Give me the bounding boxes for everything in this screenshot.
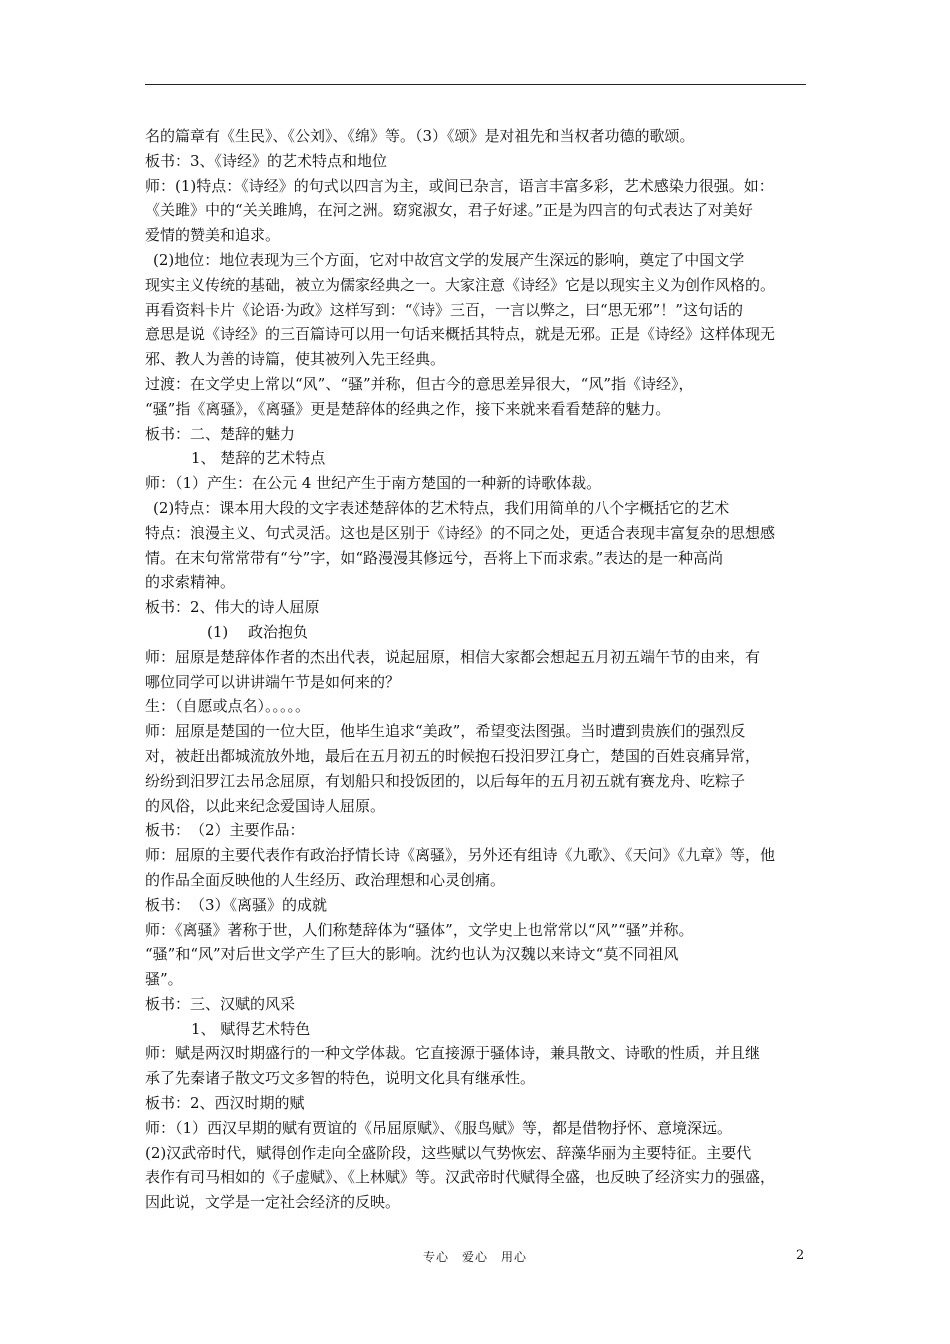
text-line: 承了先秦诸子散文巧文多智的特色，说明文化具有继承性。 — [145, 1069, 536, 1088]
text-line: 《关雎》中的“关关雎鸠，在河之洲。窈窕淑女，君子好逑。”正是为四言的句式表达了对美好 — [145, 201, 753, 220]
board-subheading: 1、 赋得艺术特色 — [191, 1019, 311, 1038]
text-line: 师：（1）西汉早期的赋有贾谊的《吊屈原赋》、《服鸟赋》等，都是借物抒怀、意境深远。 — [145, 1118, 733, 1137]
board-heading: 板书：2、伟大的诗人屈原 — [145, 598, 320, 617]
board-heading: 板书： （2）主要作品： — [145, 821, 305, 840]
text-line: 邪、教人为善的诗篇，使其被列入先王经典。 — [145, 350, 446, 369]
text-line: 现实主义传统的基础，被立为儒家经典之一。大家注意《诗经》它是以现实主义为创作风格的。 — [145, 275, 776, 294]
text-line: 特点：浪漫主义、句式灵活。这也是区别于《诗经》的不同之处，更适合表现丰富复杂的思想感 — [145, 523, 776, 542]
text-line: 爱情的赞美和追求。 — [145, 226, 281, 245]
text-line: 名的篇章有《生民》、《公刘》、《绵》等。（3）《颂》是对祖先和当权者功德的歌颂。 — [145, 127, 695, 145]
text-line: 骚”。 — [145, 970, 183, 989]
text-line: 意思是说《诗经》的三百篇诗可以用一句话来概括其特点，就是无邪。正是《诗经》这样体现无 — [145, 325, 776, 344]
text-line: 师：屈原是楚国的一位大臣，他毕生追求“美政”，希望变法图强。当时遭到贵族们的强烈反 — [145, 722, 746, 741]
text-line: 的作品全面反映他的人生经历、政治理想和心灵创痛。 — [145, 870, 506, 889]
board-heading: 板书：三、汉赋的风采 — [145, 994, 296, 1013]
board-heading: 板书：3、《诗经》的艺术特点和地位 — [145, 151, 388, 170]
text-line: 师：（1）产生：在公元 4 世纪产生于南方楚国的一种新的诗歌体裁。 — [145, 474, 602, 493]
board-subheading: 1、 楚辞的艺术特点 — [191, 449, 326, 468]
text-line: 师：赋是两汉时期盛行的一种文学体裁。它直接源于骚体诗，兼具散文、诗歌的性质，并且继 — [145, 1044, 761, 1063]
text-line: (2)汉武帝时代，赋得创作走向全盛阶段，这些赋以气势恢宏、辞藻华丽为主要特征。主要代 — [145, 1143, 752, 1162]
text-line: “骚”指《离骚》，《离骚》更是楚辞体的经典之作，接下来就来看看楚辞的魅力。 — [145, 399, 671, 418]
footer-motto: 专心 爱心 用心 — [422, 1250, 527, 1264]
text-line: 师：(1)特点：《诗经》的句式以四言为主，或间已杂言，语言丰富多彩，艺术感染力很强。如： — [145, 176, 774, 195]
text-line: 表作有司马相如的《子虚赋》、《上林赋》等。汉武帝时代赋得全盛，也反映了经济实力的强盛， — [145, 1168, 776, 1187]
text-line: (2)特点：课本用大段的文字表述楚辞体的艺术特点，我们用简单的八个字概括它的艺术 — [153, 498, 730, 517]
text-line: “骚”和“风”对后世文学产生了巨大的影响。沈约也认为汉魏以来诗文“莫不同祖风 — [145, 945, 679, 964]
text-line: 师：屈原的主要代表作有政治抒情长诗《离骚》，另外还有组诗《九歌》、《天问》《九章》等，他 — [145, 846, 776, 865]
text-line: 情。在末句常常带有“兮”字，如“路漫漫其修远兮，吾将上下而求索。”表达的是一种高尚 — [145, 548, 724, 567]
board-heading: 板书：2、西汉时期的赋 — [145, 1094, 305, 1113]
text-line: 纷纷到汨罗江去吊念屈原，有划船只和投饭团的，以后每年的五月初五就有赛龙舟、吃粽子 — [145, 771, 746, 790]
board-subheading: (1) 政治抱负 — [207, 622, 309, 641]
text-line: 过渡：在文学史上常以“风”、“骚”并称，但古今的意思差异很大，“风”指《诗经》， — [145, 374, 694, 393]
text-line: 师：《离骚》著称于世，人们称楚辞体为“骚体”，文学史上也常常以“风”“骚”并称。 — [145, 920, 694, 939]
text-line: 因此说，文学是一定社会经济的反映。 — [145, 1193, 401, 1212]
text-line: 生：（自愿或点名）。。。。。 — [145, 697, 311, 716]
text-line: 哪位同学可以讲讲端午节是如何来的？ — [145, 672, 401, 691]
page-number: 2 — [796, 1248, 805, 1263]
text-line: 的求索精神。 — [145, 573, 236, 592]
header-rule — [145, 84, 806, 85]
text-line: 的风俗，以此来纪念爱国诗人屈原。 — [145, 796, 386, 815]
board-heading: 板书： （3）《离骚》的成就 — [145, 895, 328, 914]
document-body — [145, 124, 809, 1215]
text-line: (2)地位：地位表现为三个方面，它对中故宫文学的发展产生深远的影响，奠定了中国文学 — [153, 250, 745, 269]
text-line: 对，被赶出都城流放外地，最后在五月初五的时候抱石投汨罗江身亡，楚国的百姓哀痛异常， — [145, 746, 761, 765]
board-heading: 板书：二、楚辞的魅力 — [145, 424, 296, 443]
text-line: 再看资料卡片《论语·为政》这样写到：“《诗》三百，一言以弊之，曰“思无邪”！”这句话的 — [145, 300, 743, 319]
text-line: 师：屈原是楚辞体作者的杰出代表，说起屈原，相信大家都会想起五月初五端午节的由来，有 — [145, 647, 761, 666]
